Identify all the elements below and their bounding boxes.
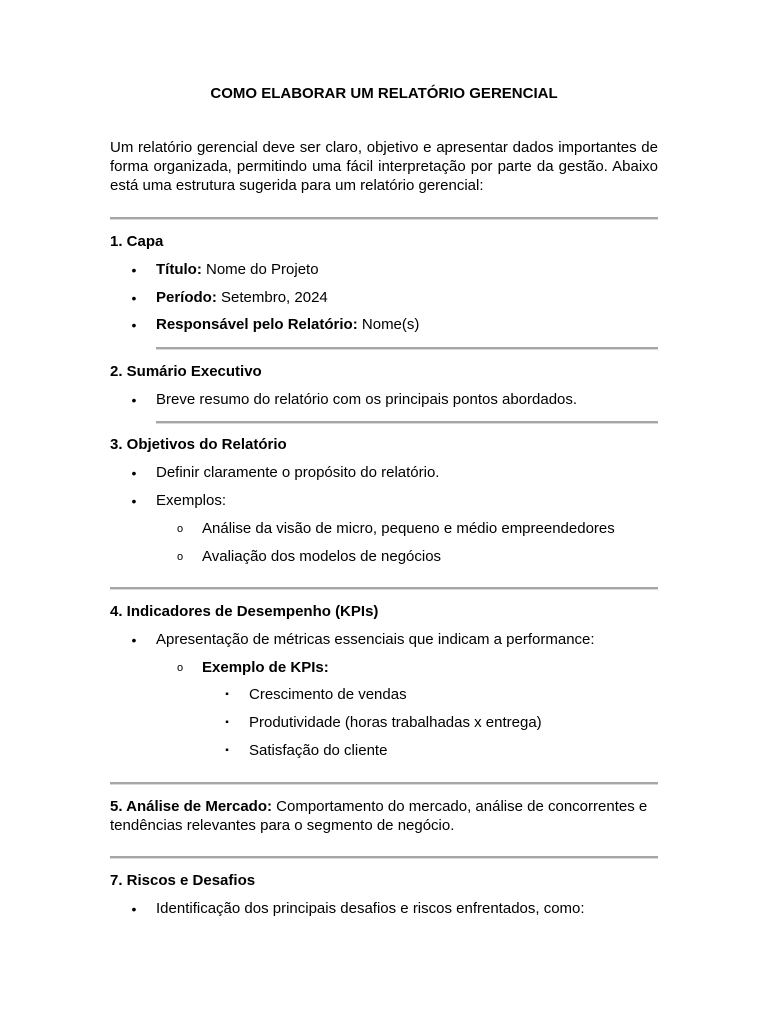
bullet-icon: • (131, 632, 137, 648)
item-value: Setembro, 2024 (221, 289, 328, 306)
section-label: 5. Análise de Mercado: (110, 798, 272, 815)
sub-list-item: Avaliação dos modelos de negócios (202, 548, 442, 565)
sub-list-item: Análise da visão de micro, pequeno e médio empreendedores (202, 520, 615, 537)
square-bullet-icon: ▪ (225, 717, 229, 728)
circle-bullet-icon: o (176, 662, 184, 674)
sub-list-heading: Exemplo de KPIs: (202, 659, 329, 676)
section-heading-objetivos: 3. Objetivos do Relatório (110, 436, 287, 453)
item-label: Responsável pelo Relatório: (156, 316, 358, 333)
section-heading-sumario: 2. Sumário Executivo (110, 363, 262, 380)
kpi-item: Crescimento de vendas (249, 686, 407, 703)
section-heading-riscos: 7. Riscos e Desafios (110, 872, 256, 889)
item-label: Título: (156, 261, 202, 278)
section-divider (156, 421, 658, 424)
section-divider (110, 782, 658, 785)
bullet-icon: • (131, 262, 137, 278)
square-bullet-icon: ▪ (225, 745, 229, 756)
bullet-icon: • (131, 493, 137, 509)
bullet-icon: • (131, 317, 137, 333)
square-bullet-icon: ▪ (225, 689, 229, 700)
document-title: COMO ELABORAR UM RELATÓRIO GERENCIAL (210, 85, 558, 102)
section-paragraph-mercado (110, 797, 658, 835)
list-item-responsavel (156, 315, 419, 335)
bullet-icon: • (131, 901, 137, 917)
document-page (110, 0, 658, 1024)
section-heading-capa: 1. Capa (110, 233, 164, 250)
list-item: Exemplos: (156, 492, 227, 509)
kpi-item: Produtividade (horas trabalhadas x entrega) (249, 714, 542, 731)
section-divider (110, 587, 658, 590)
item-label: Período: (156, 289, 217, 306)
section-divider (156, 347, 658, 350)
circle-bullet-icon: o (176, 523, 184, 535)
item-value: Nome do Projeto (206, 261, 319, 278)
intro-paragraph: Um relatório gerencial deve ser claro, objetivo e apresentar dados importantes de forma organizada, permitindo uma fácil interpretação por parte da gestão. Abaixo está uma estrutura sugerida para um relatório gerencial: (110, 139, 658, 194)
section-heading-kpis: 4. Indicadores de Desempenho (KPIs) (110, 603, 379, 620)
list-item-titulo (156, 260, 319, 280)
kpi-item: Satisfação do cliente (249, 742, 388, 759)
list-item: Breve resumo do relatório com os principais pontos abordados. (156, 391, 578, 408)
bullet-icon: • (131, 392, 137, 408)
section-text: Comportamento do mercado, análise de concorrentes e tendências relevantes para o segmento de negócio. (110, 798, 648, 834)
list-item: Identificação dos principais desafios e riscos enfrentados, como: (156, 900, 585, 917)
bullet-icon: • (131, 465, 137, 481)
circle-bullet-icon: o (176, 551, 184, 563)
list-item: Apresentação de métricas essenciais que indicam a performance: (156, 631, 595, 648)
bullet-icon: • (131, 290, 137, 306)
section-divider (110, 217, 658, 220)
section-divider (110, 856, 658, 859)
item-value: Nome(s) (361, 316, 420, 333)
list-item: Definir claramente o propósito do relatório. (156, 464, 440, 481)
list-item-periodo (156, 288, 328, 308)
